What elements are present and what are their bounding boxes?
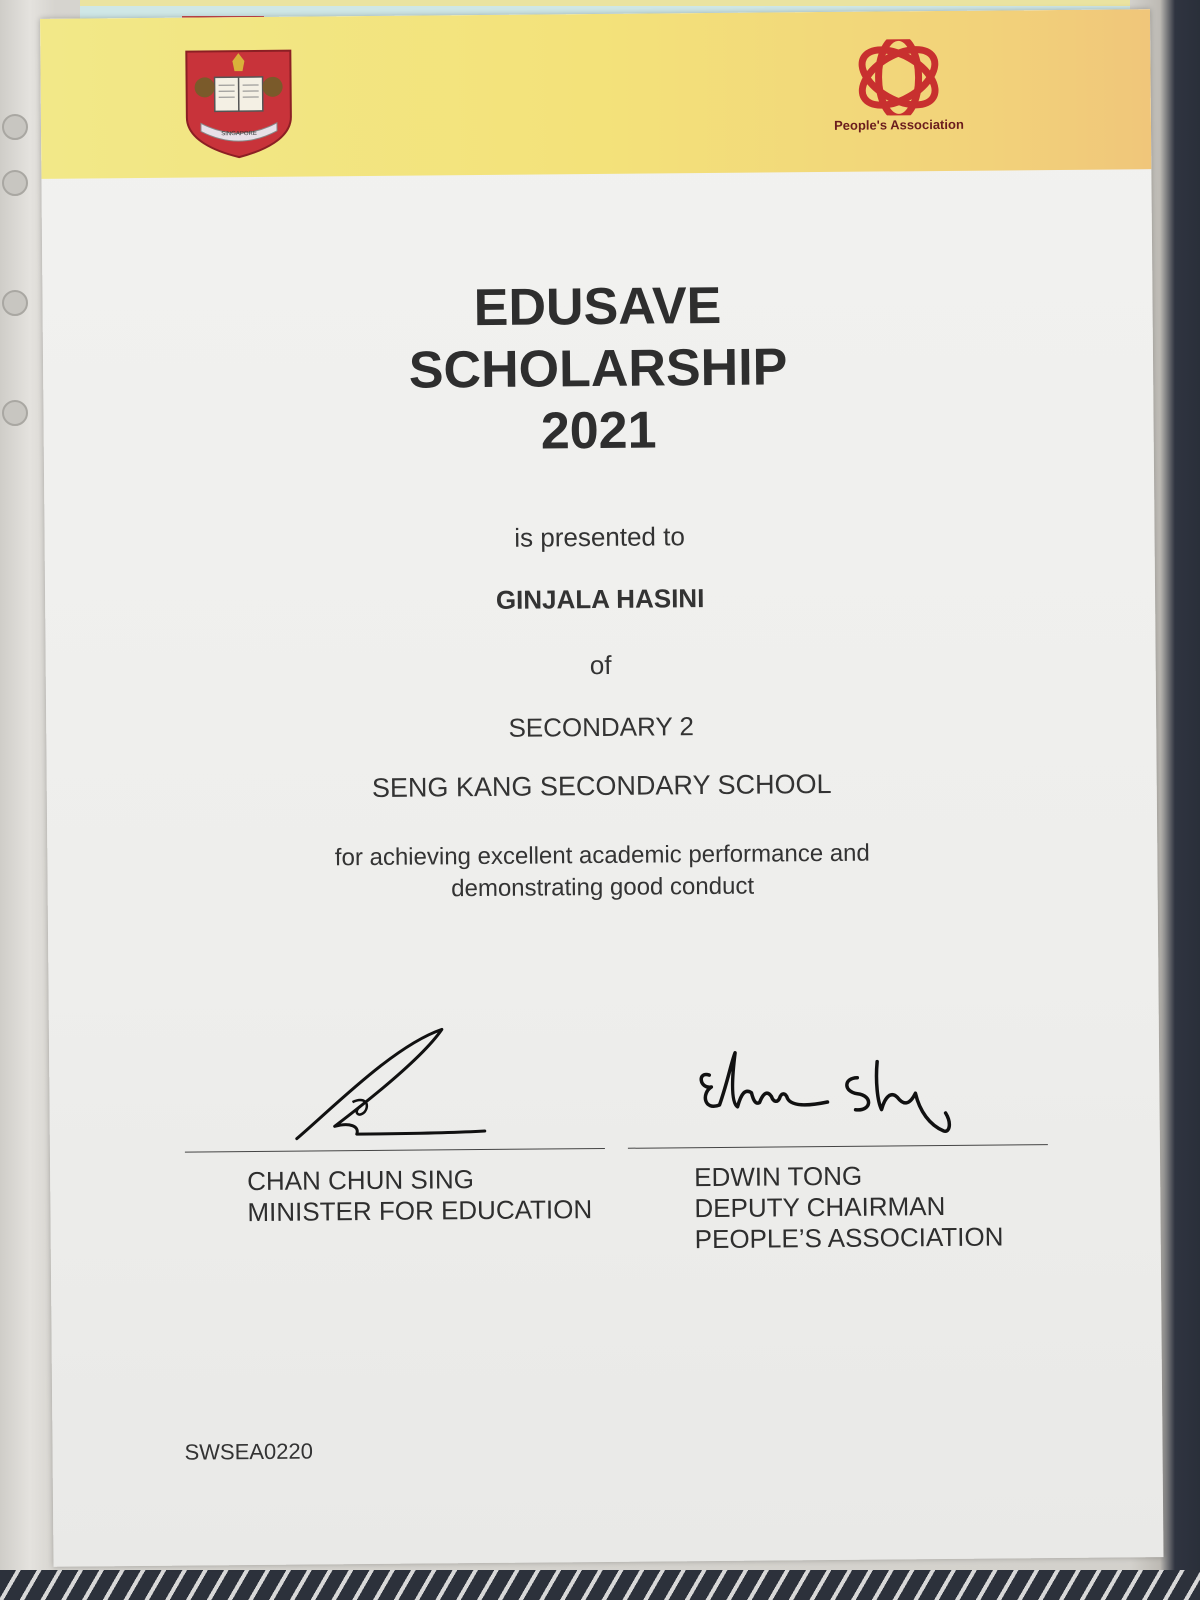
punch-hole (2, 400, 28, 426)
school-name: SENG KANG SECONDARY SCHOOL (371, 768, 832, 803)
sleeve-punch-holes (0, 100, 30, 460)
signature-block-deputy-chairman (627, 1020, 1049, 1256)
reason-line: demonstrating good conduct (451, 872, 755, 903)
school-crest-logo (182, 47, 295, 160)
punch-hole (2, 114, 28, 140)
signatory-organisation: PEOPLE’S ASSOCIATION (694, 1221, 1004, 1255)
presented-to-text: is presented to (514, 521, 685, 553)
of-text: of (589, 649, 612, 681)
title-line: SCHOLARSHIP (408, 338, 788, 400)
recipient-name: GINJALA HASINI (495, 583, 705, 615)
title-line: EDUSAVE (473, 276, 722, 338)
signature-image (627, 1020, 1048, 1144)
certificate-sheet (40, 9, 1163, 1567)
certificate-serial-number: SWSEA0220 (184, 1438, 314, 1465)
signatory-title: MINISTER FOR EDUCATION (247, 1194, 593, 1228)
certificate-title (42, 271, 1154, 467)
fabric-strip (0, 1570, 1200, 1600)
signature-line (628, 1144, 1048, 1149)
signature-block-minister (184, 1024, 606, 1229)
punch-hole (2, 170, 28, 196)
signatory-name: CHAN CHUN SING (247, 1164, 475, 1197)
signature-image (184, 1024, 605, 1148)
signature-line (185, 1148, 605, 1153)
peoples-association-label: People's Association (834, 116, 964, 133)
header-banner (40, 9, 1151, 179)
signatory-title: DEPUTY CHAIRMAN (694, 1190, 946, 1224)
education-level: SECONDARY 2 (508, 711, 695, 743)
signatory-details (628, 1159, 1049, 1256)
punch-hole (2, 290, 28, 316)
reason-line: for achieving excellent academic performance and (334, 839, 870, 872)
title-line: 2021 (540, 401, 657, 461)
peoples-association-logo (828, 39, 969, 152)
signatory-details (185, 1163, 606, 1229)
crest-motto: SINGAPORE (221, 130, 257, 138)
signatory-name: EDWIN TONG (694, 1160, 863, 1193)
award-reason (47, 835, 1158, 909)
